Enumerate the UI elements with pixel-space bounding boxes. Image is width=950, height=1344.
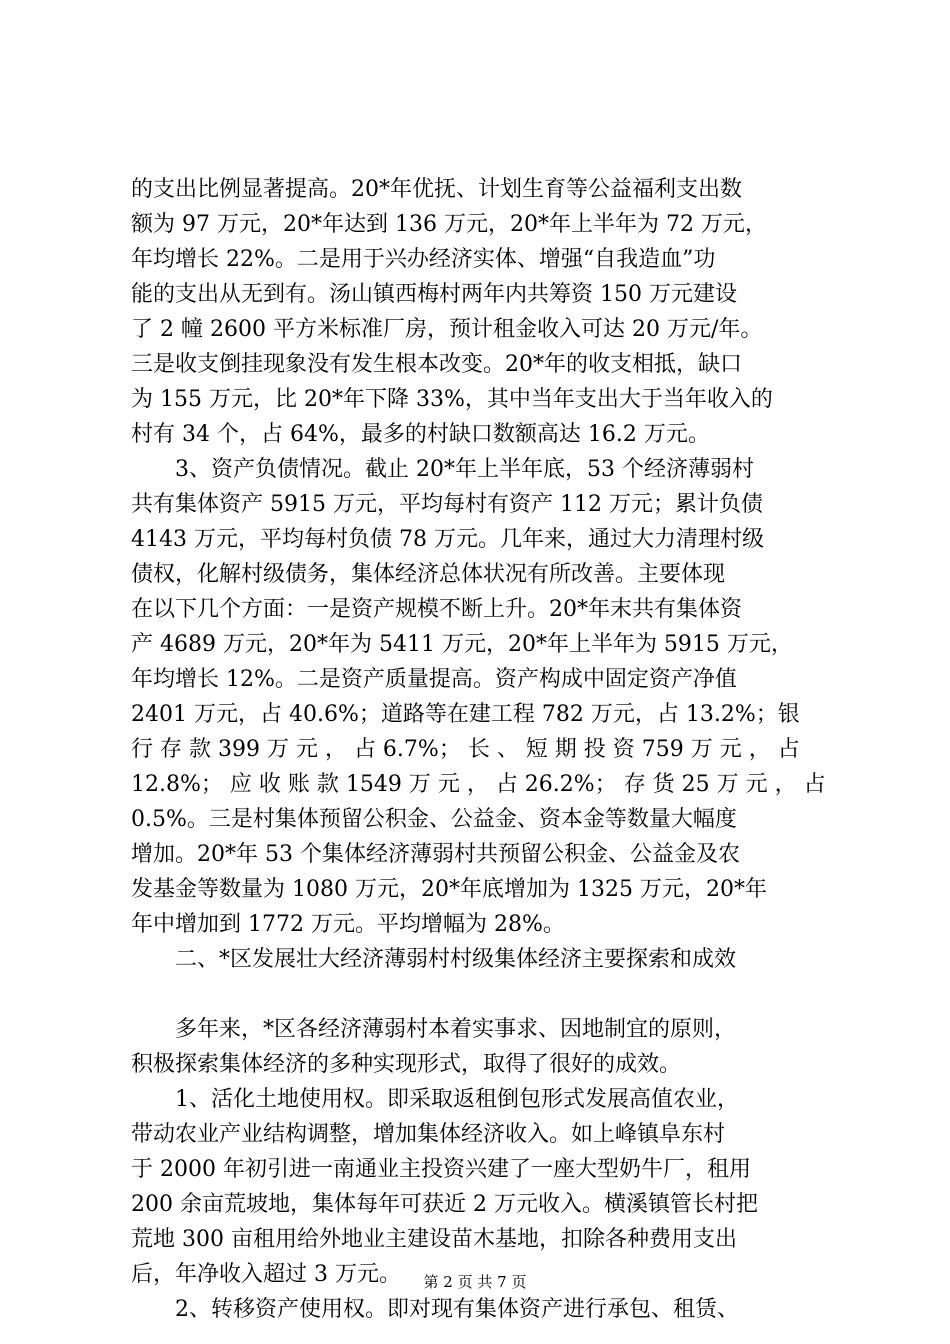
text-line: 于 2000 年初引进一南通业主投资兴建了一座大型奶牛厂，租用	[131, 1157, 751, 1182]
text-line: 积极探索集体经济的多种实现形式，取得了很好的成效。	[131, 1052, 682, 1077]
text-line: 增加。20*年 53 个集体经济薄弱村共预留公积金、公益金及农	[131, 842, 740, 867]
text-line: 荒地 300 亩租用给外地业主建设苗木基地，扣除各种费用支出	[131, 1227, 737, 1252]
text-line: 债权，化解村级债务，集体经济总体状况有所改善。主要体现	[131, 562, 726, 587]
text-line: 共有集体资产 5915 万元，平均每村有资产 112 万元；累计负债	[131, 492, 763, 517]
text-line: 能的支出从无到有。汤山镇西梅村两年内共筹资 150 万元建设	[131, 282, 737, 307]
text-line: 0.5%。三是村集体预留公积金、公益金、资本金等数量大幅度	[131, 807, 737, 832]
blank-line	[131, 977, 831, 1012]
text-line: 3、资产负债情况。截止 20*年上半年底，53 个经济薄弱村	[131, 457, 754, 482]
page-number-footer: 第 2 页 共 7 页	[423, 1273, 527, 1291]
text-line: 4143 万元，平均每村负债 78 万元。几年来，通过大力清理村级	[131, 527, 764, 552]
text-line: 了 2 幢 2600 平方米标准厂房，预计租金收入可达 20 万元/年。	[131, 317, 763, 342]
text-line: 额为 97 万元，20*年达到 136 万元，20*年上半年为 72 万元，	[131, 212, 767, 237]
text-line: 后，年净收入超过 3 万元。	[131, 1262, 401, 1287]
section-heading: 二、*区发展壮大经济薄弱村村级集体经济主要探索和成效	[131, 947, 737, 972]
text-line: 带动农业产业结构调整，增加集体经济收入。如上峰镇阜东村	[131, 1122, 726, 1147]
text-line: 在以下几个方面：一是资产规模不断上升。20*年末共有集体资	[131, 597, 742, 622]
document-body	[131, 172, 831, 1327]
text-line: 1、活化土地使用权。即采取返租倒包形式发展高值农业，	[131, 1087, 739, 1112]
text-line: 2、转移资产使用权。即对现有集体资产进行承包、租赁、	[131, 1297, 739, 1322]
text-line: 年均增长 22%。二是用于兴办经济实体、增强“自我造血”功	[131, 247, 716, 272]
text-line: 为 155 万元，比 20*年下降 33%，其中当年支出大于当年收入的	[131, 387, 773, 412]
text-line: 年均增长 12%。二是资产质量提高。资产构成中固定资产净值	[131, 667, 737, 692]
text-line: 产 4689 万元，20*年为 5411 万元，20*年上半年为 5915 万元，	[131, 632, 793, 657]
text-line: 发基金等数量为 1080 万元，20*年底增加为 1325 万元，20*年	[131, 877, 767, 902]
text-line: 年中增加到 1772 万元。平均增幅为 28%。	[131, 912, 565, 937]
text-line: 12.8%； 应 收 账 款 1549 万 元 ， 占 26.2%； 存 货 25 万 元 ， 占	[131, 772, 826, 797]
text-line: 村有 34 个，占 64%，最多的村缺口数额高达 16.2 万元。	[131, 422, 710, 447]
text-line: 多年来，*区各经济薄弱村本着实事求、因地制宜的原则，	[131, 1017, 737, 1042]
text-line: 200 余亩荒坡地，集体每年可获近 2 万元收入。横溪镇管长村把	[131, 1192, 758, 1217]
text-line: 2401 万元，占 40.6%；道路等在建工程 782 万元，占 13.2%；银	[131, 702, 800, 727]
text-line: 三是收支倒挂现象没有发生根本改变。20*年的收支相抵，缺口	[131, 352, 742, 377]
text-line: 行 存 款 399 万 元 ， 占 6.7%； 长 、 短 期 投 资 759 万 元 ， 占	[131, 737, 800, 762]
text-line: 的支出比例显著提高。20*年优抚、计划生育等公益福利支出数	[131, 177, 742, 202]
